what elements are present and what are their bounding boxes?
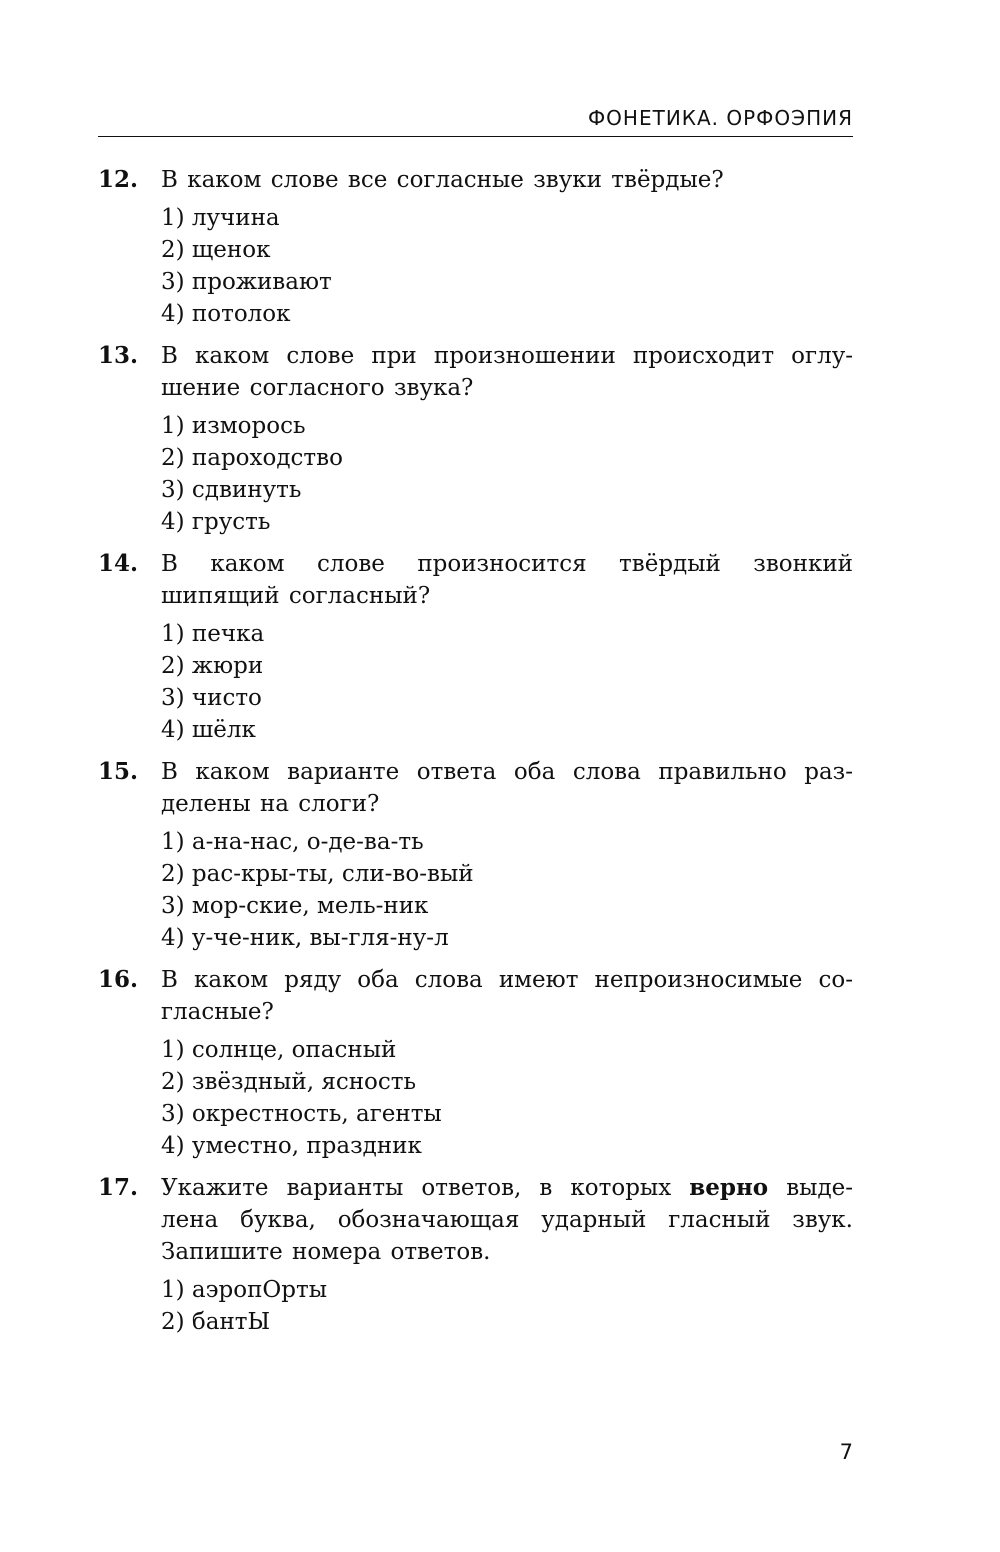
question-text-end: выде-лена буква, обозначающая ударный гласный звук. Запишите номера ответов.: [161, 1175, 853, 1265]
answer-option: 1) аэропОрты: [161, 1277, 328, 1303]
question-text: В каком варианте ответа оба слова правильно раз-делены на слоги?: [161, 759, 853, 817]
answer-option: 1) солнце, опасный: [161, 1037, 397, 1063]
answer-option: 4) у-че-ник, вы-гля-ну-л: [161, 925, 449, 951]
running-title: ФОНЕТИКА. ОРФОЭПИЯ: [587, 106, 853, 130]
answer-options: [161, 618, 853, 746]
page-number: 7: [839, 1440, 853, 1464]
question-number: 17.: [98, 1174, 139, 1201]
question-17: [98, 1172, 853, 1338]
answer-option: 2) пароходство: [161, 445, 343, 471]
question-number: 16.: [98, 966, 139, 993]
answer-option: 2) жюри: [161, 653, 264, 679]
question-text: В каком слове при произношении происходит оглу-шение согласного звука?: [161, 343, 853, 401]
answer-option: 4) шёлк: [161, 717, 256, 743]
question-number: 14.: [98, 550, 139, 577]
answer-option: 3) мор-ские, мель-ник: [161, 893, 429, 919]
answer-options: [161, 202, 853, 330]
answer-option: 3) окрестность, агенты: [161, 1101, 442, 1127]
answer-option: 4) потолок: [161, 301, 291, 327]
question-16: [98, 964, 853, 1162]
question-13: [98, 340, 853, 538]
question-text-emphasis: верно: [689, 1174, 769, 1201]
answer-option: 2) рас-кры-ты, сли-во-вый: [161, 861, 474, 887]
answer-option: 3) чисто: [161, 685, 262, 711]
question-text: В каком ряду оба слова имеют непроизносимые со-гласные?: [161, 967, 853, 1025]
answer-option: 2) бантЫ: [161, 1309, 271, 1335]
question-number: 13.: [98, 342, 139, 369]
question-text: В каком слове все согласные звуки твёрдые?: [161, 167, 724, 193]
question-number: 12.: [98, 166, 139, 193]
answer-options: [161, 826, 853, 954]
question-text: В каком слове произносится твёрдый звонкий шипящий согласный?: [161, 551, 853, 609]
answer-options: [161, 410, 853, 538]
answer-option: 3) сдвинуть: [161, 477, 302, 503]
answer-options: [161, 1274, 853, 1338]
answer-option: 1) лучина: [161, 205, 280, 231]
question-12: [98, 164, 853, 330]
answer-option: 4) уместно, праздник: [161, 1133, 422, 1159]
question-text-start: Укажите варианты ответов, в которых: [161, 1175, 672, 1201]
answer-options: [161, 1034, 853, 1162]
question-15: [98, 756, 853, 954]
answer-option: 2) щенок: [161, 237, 271, 263]
answer-option: 2) звёздный, ясность: [161, 1069, 417, 1095]
answer-option: 1) а-на-нас, о-де-ва-ть: [161, 829, 424, 855]
answer-option: 1) изморось: [161, 413, 306, 439]
answer-option: 4) грусть: [161, 509, 271, 535]
page: [98, 0, 853, 1552]
answer-option: 3) проживают: [161, 269, 332, 295]
question-number: 15.: [98, 758, 139, 785]
question-list: [98, 164, 853, 1348]
question-text: [161, 1172, 853, 1268]
question-14: [98, 548, 853, 746]
answer-option: 1) печка: [161, 621, 265, 647]
header-rule: [98, 136, 853, 137]
